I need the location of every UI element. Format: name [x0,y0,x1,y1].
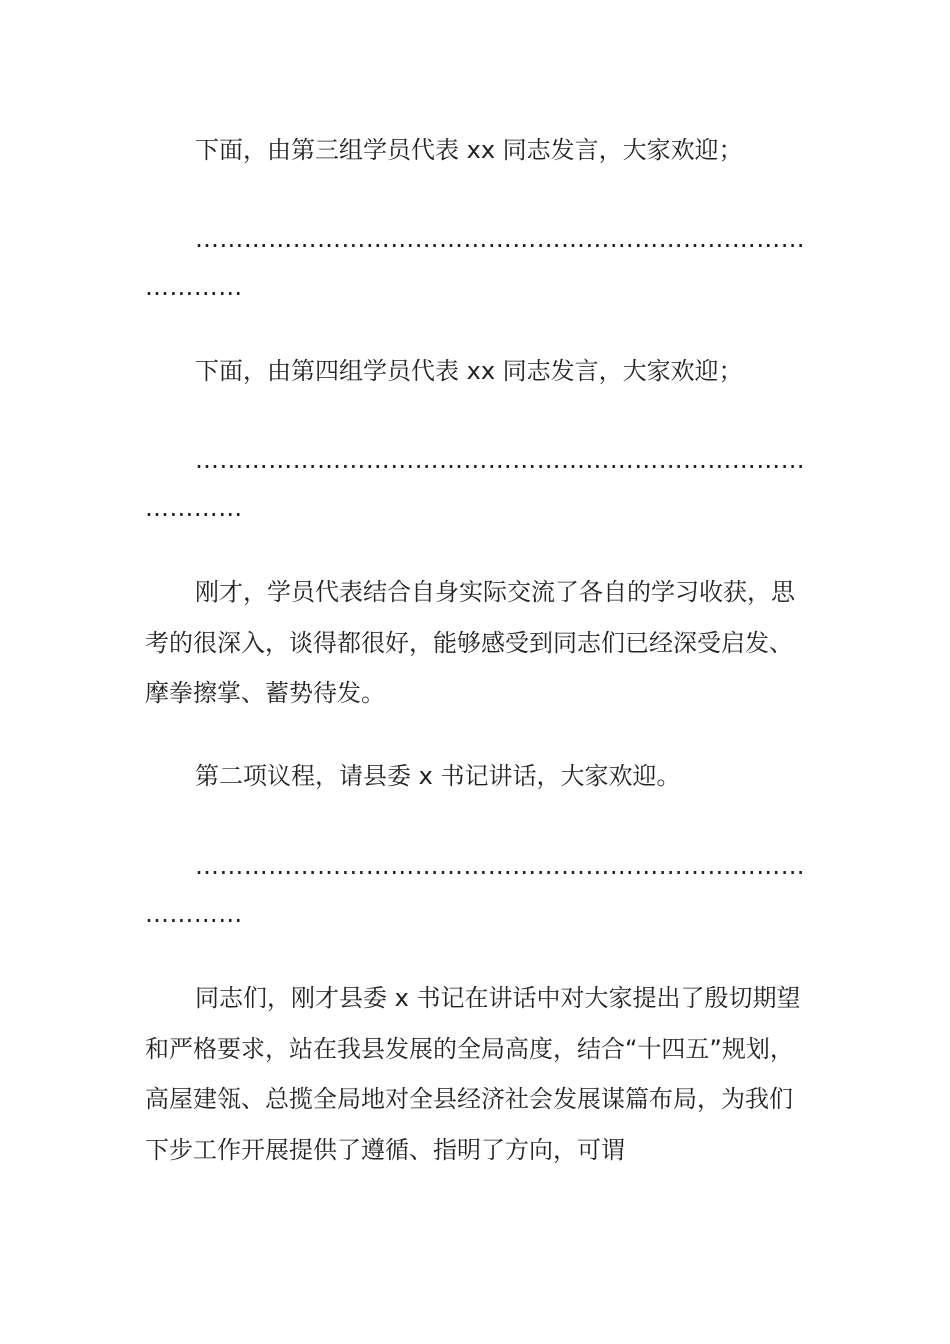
ellipsis-placeholder: …………………………………………………………………………… [145,225,805,301]
paragraph-summary: 刚才，学员代表结合自身实际交流了各自的学习收获，思考的很深入，谈得都很好，能够感受到同志们已经深受启发、摩拳擦掌、蓄势待发。 [145,578,795,707]
paragraph-agenda-item-two: 第二项议程，请县委 x 书记讲话，大家欢迎。 [195,762,681,790]
ellipsis-placeholder: …………………………………………………………………………… [145,446,805,522]
ellipsis-placeholder: …………………………………………………………………………… [145,852,805,928]
paragraph-closing-remarks: 同志们，刚才县委 x 书记在讲话中对大家提出了殷切期望和严格要求，站在我县发展的全局高度，结合“十四五”规划，高屋建瓴、总揽全局地对全县经济社会发展谋篇布局，为我们下步工作开展提供了遵循、指明了方向，可谓 [145,984,801,1164]
paragraph-group4-speech: 下面，由第四组学员代表 xx 同志发言，大家欢迎； [195,357,743,385]
paragraph-group3-speech: 下面，由第三组学员代表 xx 同志发言，大家欢迎； [195,136,743,164]
